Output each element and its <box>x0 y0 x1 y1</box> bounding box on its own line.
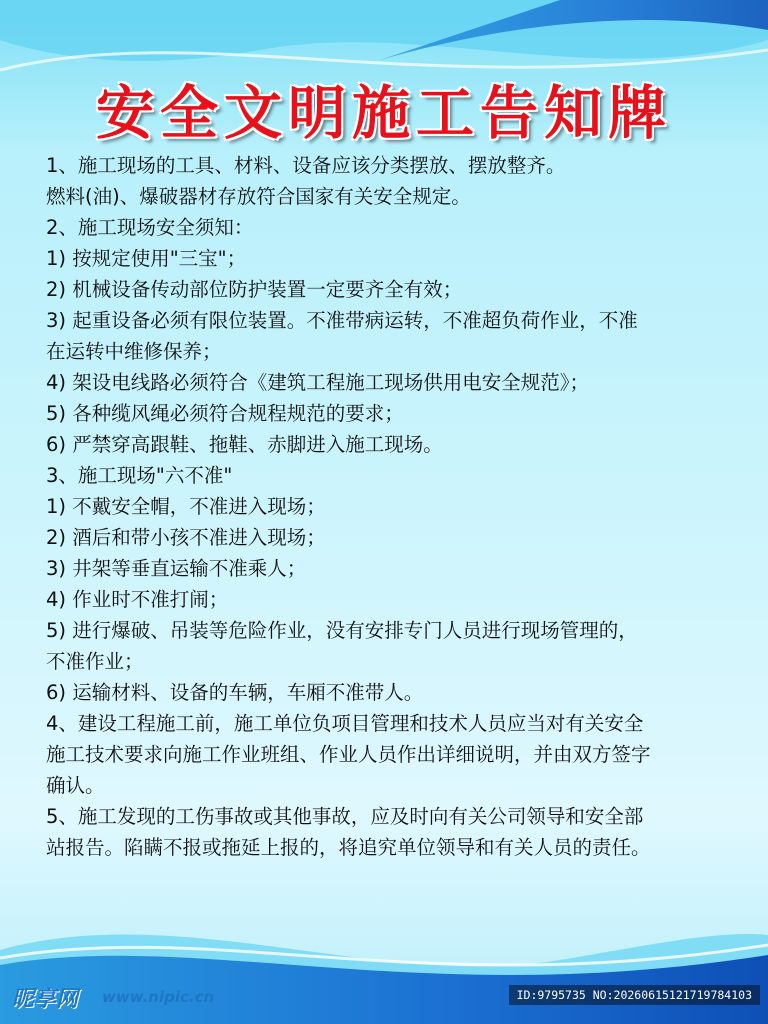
notice-line: 3) 起重设备必须有限位装置。不准带病运转，不准超负荷作业，不准 <box>46 309 638 332</box>
notice-line: 4) 作业时不准打闹； <box>46 588 229 611</box>
notice-line: 1) 按规定使用"三宝"； <box>46 247 247 270</box>
notice-line: 5) 进行爆破、吊装等危险作业，没有安排专门人员进行现场管理的， <box>46 619 638 642</box>
notice-line: 6) 运输材料、设备的车辆，车厢不准带人。 <box>46 681 424 704</box>
notice-line: 5) 各种缆风绳必须符合规程规范的要求； <box>46 402 404 425</box>
notice-line: 1) 不戴安全帽，不准进入现场； <box>46 495 326 518</box>
notice-line: 在运转中维修保养； <box>46 340 222 363</box>
notice-line: 4) 架设电线路必须符合《建筑工程施工现场供用电安全规范》； <box>46 371 589 394</box>
notice-line: 6) 严禁穿高跟鞋、拖鞋、赤脚进入施工现场。 <box>46 433 443 456</box>
notice-line: 3、施工现场"六不准" <box>46 464 233 487</box>
notice-line: 1、施工现场的工具、材料、设备应该分类摆放、摆放整齐。 <box>46 154 566 177</box>
notice-body <box>46 150 736 863</box>
notice-line: 2) 酒后和带小孩不准进入现场； <box>46 526 326 549</box>
notice-line: 2、施工现场安全须知： <box>46 216 254 239</box>
notice-line: 3) 井架等垂直运输不准乘人； <box>46 557 307 580</box>
watermark-id: ID:9795735 NO:20260615121719784103 <box>509 985 760 1005</box>
notice-line: 4、建设工程施工前，施工单位负项目管理和技术人员应当对有关安全 <box>46 712 644 735</box>
page-title: 安全文明施工告知牌 <box>95 79 672 147</box>
notice-line: 不准作业； <box>46 650 144 673</box>
notice-line: 燃料(油)、爆破器材存放符合国家有关安全规定。 <box>46 185 471 208</box>
notice-line: 5、施工发现的工伤事故或其他事故，应及时向有关公司领导和安全部 <box>46 805 644 828</box>
notice-line: 站报告。陷瞒不报或拖延上报的，将追究单位领导和有关人员的责任。 <box>46 836 651 859</box>
notice-line: 确认。 <box>46 774 105 797</box>
watermark-url: www.nipic.cn <box>102 988 215 1006</box>
notice-line: 施工技术要求向施工作业班组、作业人员作出详细说明，并由双方签字 <box>46 743 651 766</box>
notice-line: 2) 机械设备传动部位防护装置一定要齐全有效； <box>46 278 463 301</box>
watermark-logo: 昵享网 <box>12 987 79 1012</box>
